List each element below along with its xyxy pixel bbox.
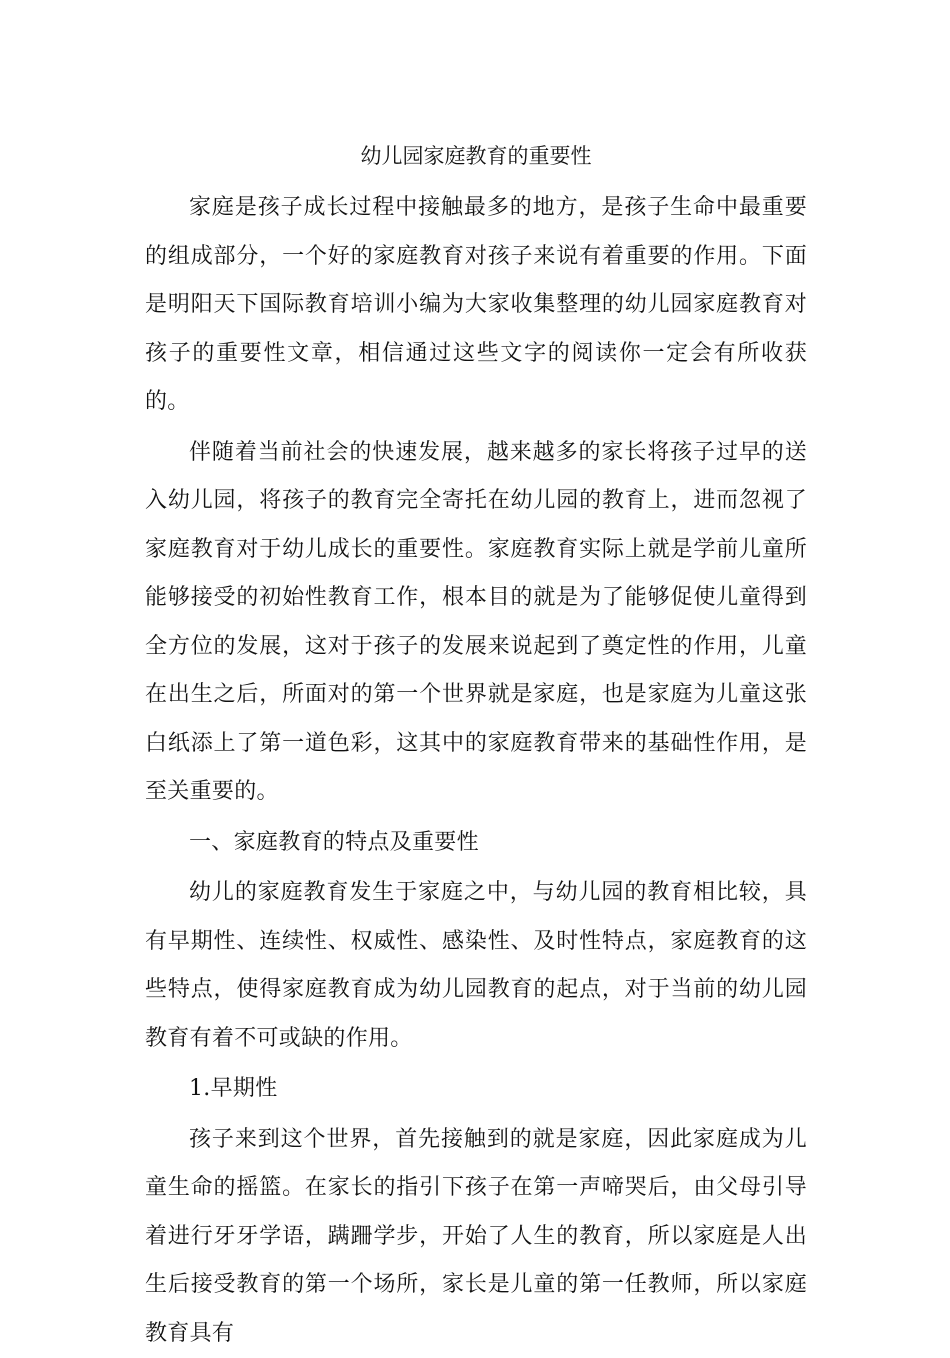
document-title: 幼儿园家庭教育的重要性 [145,142,807,170]
document-page [145,142,807,1358]
paragraph-early: 孩子来到这个世界，首先接触到的就是家庭，因此家庭成为儿童生命的摇篮。在家长的指引下孩子在第一声啼哭后，由父母引导着进行牙牙学语，蹒跚学步，开始了人生的教育，所以家庭是人出生后接受教育的第一个场所，家长是儿童的第一任教师，所以家庭教育具有 [145,1116,807,1358]
paragraph-background: 伴随着当前社会的快速发展，越来越多的家长将孩子过早的送入幼儿园，将孩子的教育完全寄托在幼儿园的教育上，进而忽视了家庭教育对于幼儿成长的重要性。家庭教育实际上就是学前儿童所能够接受的初始性教育工作，根本目的就是为了能够促使儿童得到全方位的发展，这对于孩子的发展来说起到了奠定性的作用，儿童在出生之后，所面对的第一个世界就是家庭，也是家庭为儿童这张白纸添上了第一道色彩，这其中的家庭教育带来的基础性作用，是至关重要的。 [145,429,807,817]
paragraph-features: 幼儿的家庭教育发生于家庭之中，与幼儿园的教育相比较，具有早期性、连续性、权威性、感染性、及时性特点，家庭教育的这些特点，使得家庭教育成为幼儿园教育的起点，对于当前的幼儿园教育有着不可或缺的作用。 [145,869,807,1063]
paragraph-intro: 家庭是孩子成长过程中接触最多的地方，是孩子生命中最重要的组成部分，一个好的家庭教育对孩子来说有着重要的作用。下面是明阳天下国际教育培训小编为大家收集整理的幼儿园家庭教育对孩子的重要性文章，相信通过这些文字的阅读你一定会有所收获的。 [145,184,807,427]
section-heading-features: 一、家庭教育的特点及重要性 [145,819,807,868]
subheading-early: 1.早期性 [145,1065,807,1114]
